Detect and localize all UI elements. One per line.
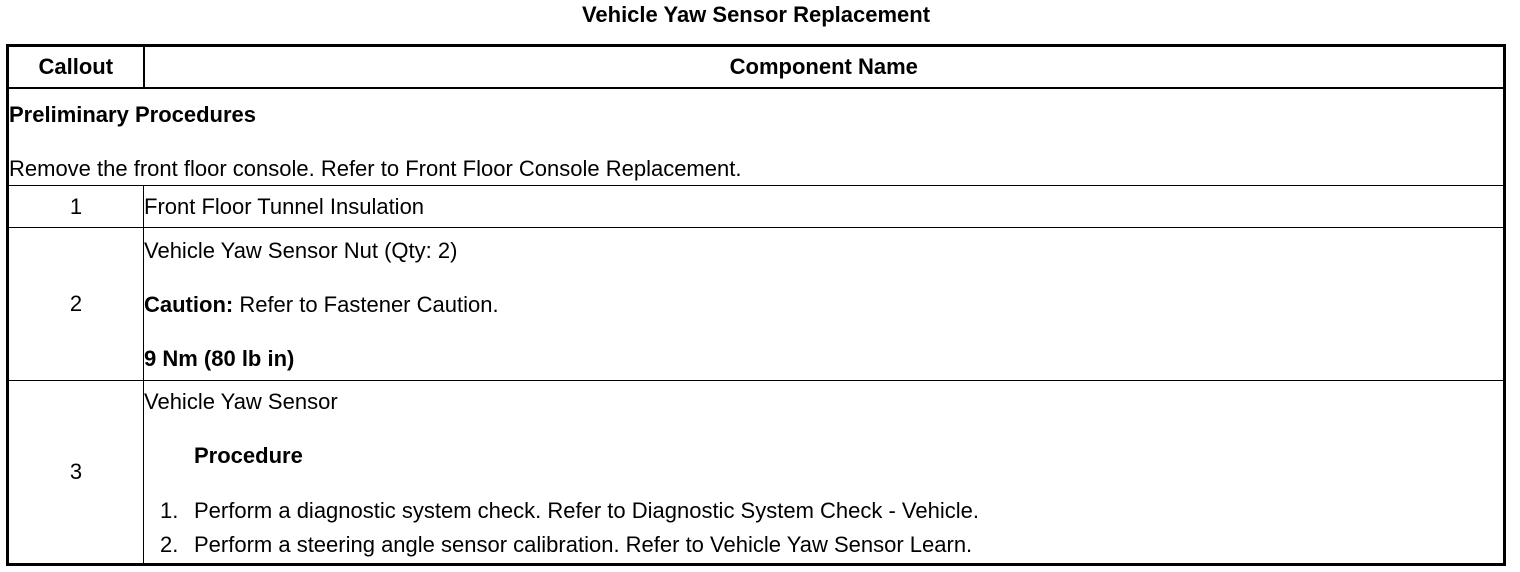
- callout-number: 3: [8, 381, 144, 565]
- component-name: Vehicle Yaw Sensor: [144, 389, 338, 414]
- callout-number: 1: [8, 186, 144, 228]
- table-row: [8, 228, 1505, 381]
- torque-spec: 9 Nm (80 lb in): [144, 345, 295, 371]
- preliminary-heading: Preliminary Procedures: [9, 101, 257, 127]
- preliminary-row: [8, 88, 1505, 186]
- step-number: 1.: [160, 498, 179, 523]
- callout-number: 2: [8, 228, 144, 381]
- document-title: Vehicle Yaw Sensor Replacement: [581, 2, 931, 27]
- table-row: [8, 186, 1505, 228]
- caution-label: Caution:: [144, 291, 234, 317]
- procedure-step: [144, 494, 1503, 528]
- component-name: Front Floor Tunnel Insulation: [144, 186, 1505, 228]
- caution-text: Refer to Fastener Caution.: [233, 291, 499, 317]
- procedure-step: [144, 528, 1503, 562]
- component-cell: [144, 381, 1505, 565]
- component-name-column-header: Component Name: [144, 46, 1505, 89]
- component-cell: [144, 228, 1505, 381]
- header-row: [8, 46, 1505, 89]
- component-name: Vehicle Yaw Sensor Nut (Qty: 2): [144, 237, 458, 263]
- step-text: Perform a diagnostic system check. Refer to Diagnostic System Check - Vehicle.: [194, 498, 979, 523]
- procedure-heading: Procedure: [194, 443, 303, 468]
- preliminary-text: Remove the front floor console. Refer to Front Floor Console Replacement.: [9, 155, 742, 181]
- procedure-table: [6, 44, 1506, 566]
- step-number: 2.: [160, 532, 179, 557]
- callout-column-header: Callout: [8, 46, 144, 89]
- caution-note: [144, 291, 1503, 318]
- step-text: Perform a steering angle sensor calibration. Refer to Vehicle Yaw Sensor Learn.: [194, 532, 973, 557]
- preliminary-cell: [8, 88, 1505, 186]
- table-row: [8, 381, 1505, 565]
